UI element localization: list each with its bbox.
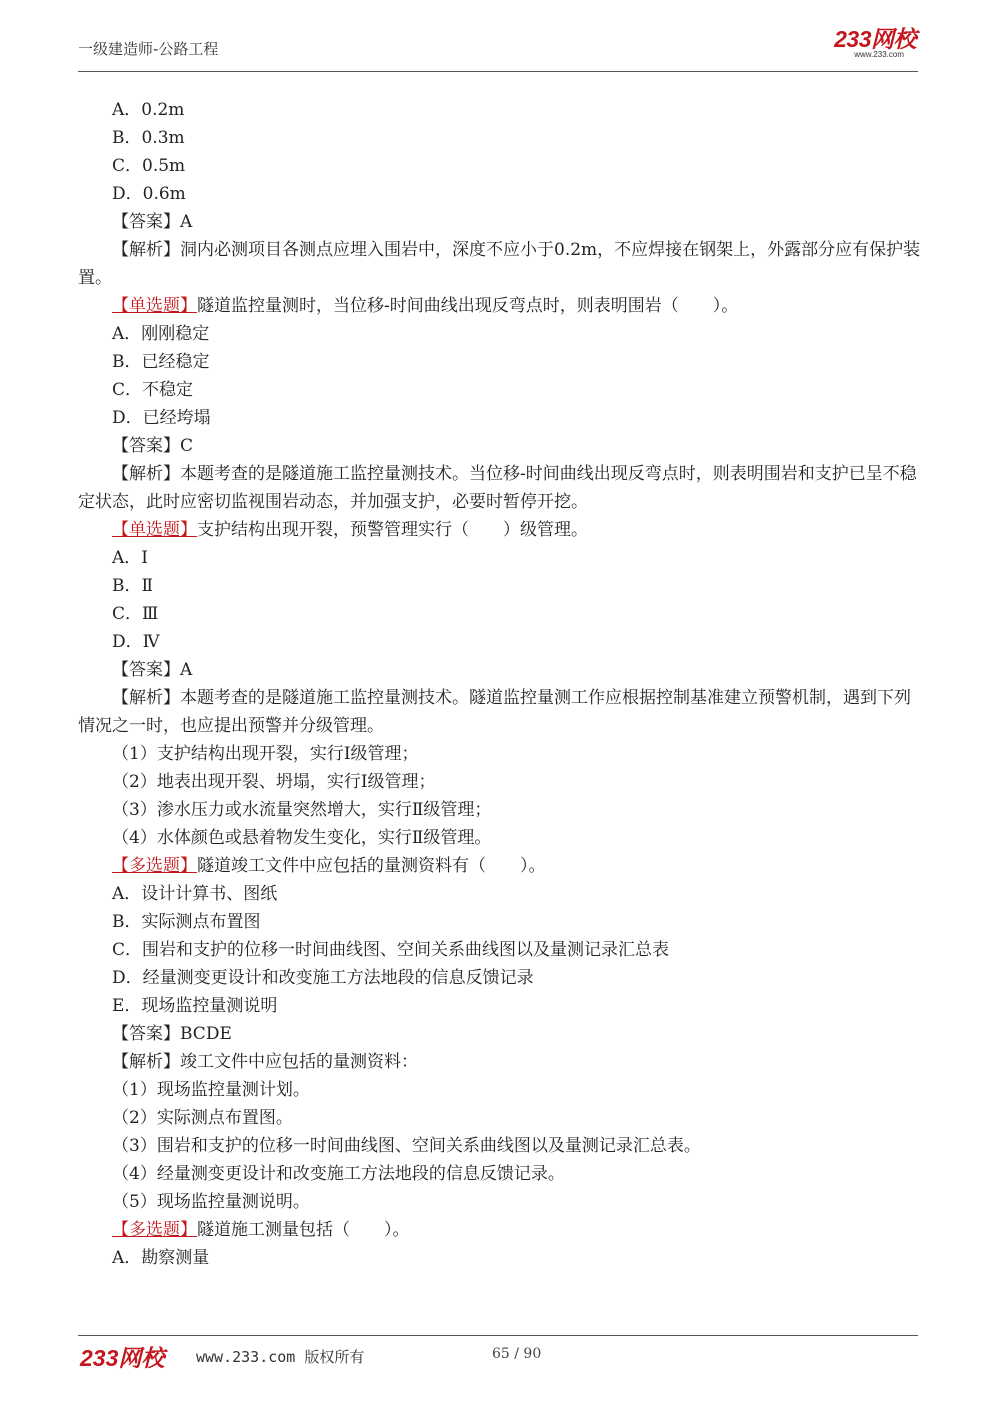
option-a: A．0.2m [112,100,185,120]
option-a: A．设计计算书、图纸 [112,884,278,904]
question-text: 隧道竣工文件中应包括的量测资料有（ ）。 [197,856,546,876]
analysis-paragraph [78,236,923,292]
analysis-paragraph [78,1048,923,1076]
page-number: 65 / 90 [492,1346,542,1362]
analysis-text: 本题考查的是隧道施工监控量测技术。隧道监控量测工作应根据控制基准建立预警机制，遇到下列情况之一时，也应提出预警并分级管理。 [78,688,911,736]
header-title: 一级建造师-公路工程 [78,40,219,58]
option-d: D．Ⅳ [112,632,160,652]
analysis-point: （3）围岩和支护的位移一时间曲线图、空间关系曲线图以及量测记录汇总表。 [112,1136,701,1156]
answer-tag: 【答案】 [112,1024,180,1044]
answer-value: C [180,436,194,456]
option-b: B．已经稳定 [112,352,210,372]
analysis-point: （1）支护结构出现开裂，实行Ⅰ级管理； [112,744,419,764]
footer-logo[interactable]: 233网校 [80,1345,165,1371]
option-b: B．实际测点布置图 [112,912,261,932]
option-c: C．围岩和支护的位移一时间曲线图、空间关系曲线图以及量测记录汇总表 [112,940,670,960]
header-divider [78,71,918,72]
option-e: E．现场监控量测说明 [112,996,278,1016]
answer-line [78,656,923,684]
option-c: C．不稳定 [112,380,194,400]
analysis-point: （4）经量测变更设计和改变施工方法地段的信息反馈记录。 [112,1164,565,1184]
answer-value: A [180,212,193,232]
analysis-tag: 【解析】 [112,464,180,484]
question-text: 隧道监控量测时，当位移-时间曲线出现反弯点时，则表明围岩（ ）。 [197,296,739,316]
option-a: A．刚刚稳定 [112,324,210,344]
analysis-paragraph [78,460,923,516]
option-a: A．勘察测量 [112,1248,210,1268]
analysis-point: （4）水体颜色或悬着物发生变化，实行Ⅱ级管理。 [112,828,492,848]
document-body [78,96,923,1272]
analysis-point: （5）现场监控量测说明。 [112,1192,310,1212]
analysis-tag: 【解析】 [112,1052,180,1072]
option-b: B．0.3m [112,128,185,148]
option-d: D．0.6m [112,184,186,204]
analysis-point: （1）现场监控量测计划。 [112,1080,310,1100]
analysis-point: （3）渗水压力或水流量突然增大，实行Ⅱ级管理； [112,800,492,820]
option-a: A．Ⅰ [112,548,148,568]
analysis-tag: 【解析】 [112,688,180,708]
analysis-tag: 【解析】 [112,240,180,260]
analysis-text: 洞内必测项目各测点应埋入围岩中，深度不应小于0.2m，不应焊接在钢架上，外露部分应有保护装置。 [78,240,921,288]
option-d: D．已经垮塌 [112,408,211,428]
answer-line [78,208,923,236]
option-c: C．0.5m [112,156,186,176]
question-type-tag: 【多选题】 [112,1220,197,1240]
logo-url: www.233.com [854,50,904,59]
answer-tag: 【答案】 [112,436,180,456]
analysis-point: （2）地表出现开裂、坍塌，实行Ⅰ级管理； [112,772,436,792]
option-b: B．Ⅱ [112,576,154,596]
answer-tag: 【答案】 [112,660,180,680]
question-type-tag: 【单选题】 [112,520,197,540]
logo-text: 233网校 [834,26,916,52]
analysis-paragraph [78,684,923,740]
answer-value: BCDE [180,1024,232,1044]
analysis-text: 本题考查的是隧道施工监控量测技术。当位移-时间曲线出现反弯点时，则表明围岩和支护已呈不稳定状态，此时应密切监视围岩动态，并加强支护，必要时暂停开挖。 [78,464,917,512]
answer-line [78,432,923,460]
question-stem [78,516,923,544]
answer-value: A [180,660,193,680]
question-type-tag: 【单选题】 [112,296,197,316]
question-stem [78,292,923,320]
question-stem [78,1216,923,1244]
answer-line [78,1020,923,1048]
footer-divider [78,1335,918,1336]
option-d: D．经量测变更设计和改变施工方法地段的信息反馈记录 [112,968,534,988]
question-text: 支护结构出现开裂，预警管理实行（ ）级管理。 [197,520,588,540]
analysis-point: （2）实际测点布置图。 [112,1108,293,1128]
answer-tag: 【答案】 [112,212,180,232]
brand-logo[interactable] [796,26,916,66]
option-c: C．Ⅲ [112,604,159,624]
question-text: 隧道施工测量包括（ ）。 [197,1220,410,1240]
footer-site-text[interactable]: www.233.com 版权所有 [196,1348,365,1366]
question-type-tag: 【多选题】 [112,856,197,876]
analysis-text: 竣工文件中应包括的量测资料： [180,1052,418,1072]
question-stem [78,852,923,880]
